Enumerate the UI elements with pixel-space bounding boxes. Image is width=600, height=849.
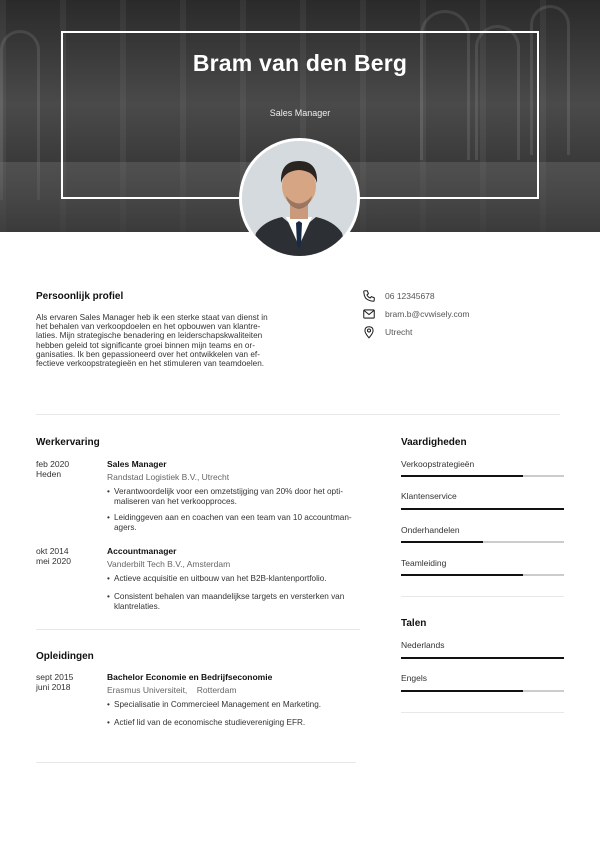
- skill-label: Klantenservice: [401, 491, 457, 501]
- date-end: juni 2018: [36, 682, 71, 692]
- profile-line: Als ervaren Sales Manager heb ik een sterke staat van dienst in: [36, 313, 268, 322]
- bullet-line: maliseren van het verkoopproces.: [114, 496, 237, 506]
- profile-line: het behalen van verkoopdoelen en het opbouwen van klantre-: [36, 322, 261, 332]
- contact-phone-text: 06 12345678: [385, 291, 435, 301]
- contact-location: [362, 325, 412, 339]
- profile-text: [36, 313, 336, 368]
- date-start: feb 2020: [36, 459, 70, 469]
- job-company: Randstad Logistiek B.V., Utrecht: [107, 472, 230, 482]
- skill-bar-fill: [401, 574, 523, 576]
- section-divider: [401, 596, 564, 597]
- profile-line: laties. Mijn strategische benadering en leiderschapskwaliteiten: [36, 331, 263, 341]
- job-title: Accountmanager: [107, 546, 177, 556]
- phone-icon: [362, 289, 376, 303]
- job-bullet: • Consistent behalen van maandelijkse targets en versterken van klantrelaties.: [107, 592, 345, 611]
- job-company: Vanderbilt Tech B.V., Amsterdam: [107, 559, 231, 569]
- section-divider: [401, 712, 564, 713]
- profile-line: fectieve verkoopstrategieën en het stimuleren van teamdoelen.: [36, 359, 265, 369]
- skill-label: Teamleiding: [401, 558, 447, 568]
- bullet-line: agers.: [114, 522, 137, 532]
- experience-section-title: Werkervaring: [36, 437, 100, 448]
- skill-bar: [401, 541, 564, 543]
- date-start: sept 2015: [36, 672, 74, 682]
- bullet-line: Actieve acquisitie en uitbouw van het B2B-klantenportfolio.: [114, 574, 327, 583]
- bullet-line: klantrelaties.: [114, 601, 160, 611]
- bullet-line: Actief lid van de economische studievereniging EFR.: [114, 718, 306, 727]
- language-bar: [401, 657, 564, 659]
- job-bullet: • Actieve acquisitie en uitbouw van het B2B-klantenportfolio.: [107, 574, 327, 583]
- date-end: Heden: [36, 469, 62, 479]
- experience-date: [36, 459, 69, 479]
- bullet-line: Specialisatie in Commercieel Management en Marketing.: [114, 700, 322, 709]
- date-end: mei 2020: [36, 556, 71, 566]
- language-label: Nederlands: [401, 640, 445, 650]
- experience-date: [36, 546, 71, 566]
- skill-bar: [401, 508, 564, 510]
- section-divider: [36, 762, 356, 763]
- education-bullet: • Actief lid van de economische studievereniging EFR.: [107, 718, 306, 727]
- contact-location-text: Utrecht: [385, 327, 413, 337]
- education-bullet: • Specialisatie in Commercieel Management en Marketing.: [107, 700, 322, 709]
- profile-section-title: Persoonlijk profiel: [36, 291, 124, 302]
- language-bar-fill: [401, 690, 523, 692]
- skill-bar: [401, 574, 564, 576]
- language-bar-fill: [401, 657, 564, 659]
- mail-icon: [362, 307, 376, 321]
- language-bar: [401, 690, 564, 692]
- bullet-line: Leidinggeven aan en coachen van een team van 10 accountman-: [114, 513, 352, 522]
- skill-bar-fill: [401, 508, 564, 510]
- skill-label: Onderhandelen: [401, 525, 460, 535]
- job-bullet: • Verantwoordelijk voor een omzetstijging van 20% door het opti- maliseren van het verkoopproces.: [107, 487, 343, 506]
- education-section-title: Opleidingen: [36, 651, 94, 662]
- candidate-role: Sales Manager: [269, 108, 331, 118]
- skill-bar-fill: [401, 475, 523, 477]
- job-bullet: • Leidinggeven aan en coachen van een team van 10 accountman- agers.: [107, 513, 352, 532]
- bullet-line: Consistent behalen van maandelijkse targets en versterken van: [114, 592, 345, 601]
- profile-photo: [239, 138, 360, 259]
- education-date: [36, 672, 73, 692]
- portrait-illustration: [242, 141, 357, 256]
- candidate-name: Bram van den Berg: [192, 50, 408, 76]
- date-start: okt 2014: [36, 546, 69, 556]
- languages-section-title: Talen: [401, 618, 427, 629]
- profile-line: hebben geleid tot significante groei binnen mijn teams en or-: [36, 340, 255, 350]
- location-pin-icon: [362, 325, 376, 339]
- degree-title: Bachelor Economie en Bedrijfseconomie: [107, 672, 273, 682]
- skills-section-title: Vaardigheden: [401, 437, 467, 448]
- skill-label: Verkoopstrategieën: [401, 459, 475, 469]
- language-label: Engels: [401, 673, 427, 683]
- profile-line: ganisaties. Ik ben gepassioneerd over het ontwikkelen van ef-: [36, 349, 260, 359]
- contact-email: [362, 307, 470, 321]
- school-name: Erasmus Universiteit, Rotterdam: [107, 685, 237, 695]
- skill-bar-fill: [401, 541, 483, 543]
- section-divider: [36, 629, 360, 630]
- skill-bar: [401, 475, 564, 477]
- contact-email-text[interactable]: bram.b@cvwisely.com: [385, 309, 470, 319]
- contact-phone: [362, 289, 435, 303]
- job-title: Sales Manager: [107, 459, 167, 469]
- bullet-line: Verantwoordelijk voor een omzetstijging van 20% door het opti-: [114, 487, 343, 496]
- section-divider: [36, 414, 560, 415]
